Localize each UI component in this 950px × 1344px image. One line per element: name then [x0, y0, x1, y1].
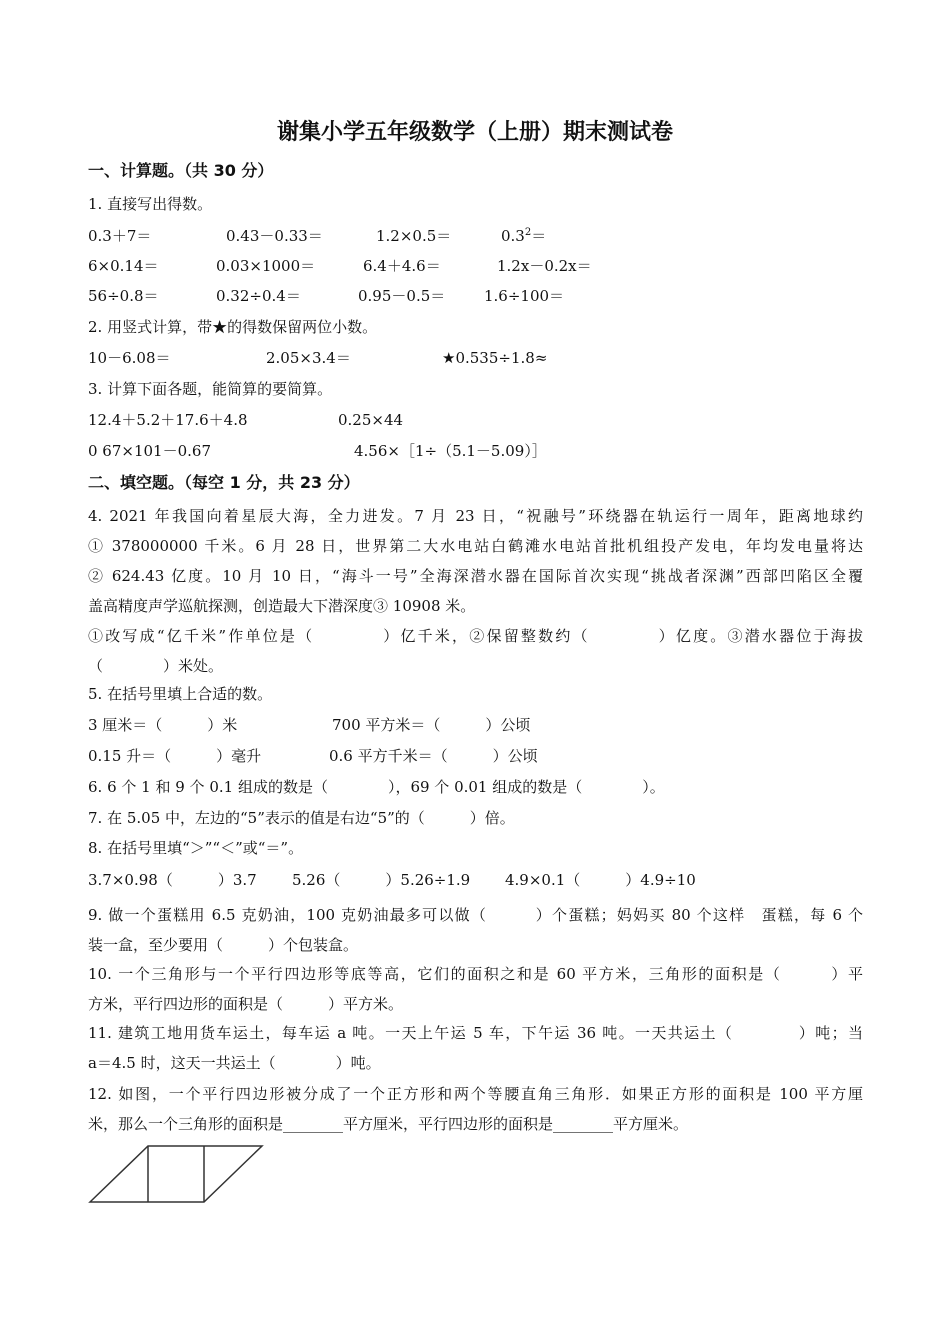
q3-item-2: 0.25×44 [338, 411, 404, 429]
q4-line-3: ② 624.43 亿度。10 月 10 日，“海斗一号”全海深潜水器在国际首次实现“挑战者深渊”西部凹陷区全覆 [88, 567, 863, 585]
q3-item-4: 4.56×［1÷（5.1－5.09）］ [354, 442, 547, 460]
parallelogram-outline [90, 1146, 262, 1202]
q8-item-3: 4.9×0.1（ ）4.9÷10 [505, 871, 696, 889]
q1-r1-c2: 0.43－0.33＝ [226, 227, 323, 245]
q3-item-3: 0 67×101－0.67 [88, 442, 211, 460]
q11-line-1: 11. 建筑工地用货车运土，每车运 a 吨。一天上午运 5 车，下午运 36 吨。一天共运土（ ）吨；当 [88, 1024, 863, 1042]
q2-item-2: 2.05×3.4＝ [266, 349, 351, 367]
q1-r3-c2: 0.32÷0.4＝ [216, 287, 301, 305]
q4-line-2: ① 378000000 千米。6 月 28 日，世界第二大水电站白鹤滩水电站首批机组投产发电，年均发电量将达 [88, 537, 863, 555]
q4-line-1: 4. 2021 年我国向着星辰大海，全力进发。7 月 23 日，“祝融号”环绕器在轨运行一周年，距离地球约 [88, 507, 863, 525]
q4-line-5: ①改写成“亿千米”作单位是（ ）亿千米，②保留整数约（ ）亿度。③潜水器位于海拔 [88, 627, 863, 645]
q1-r1-c3: 1.2×0.5＝ [376, 227, 452, 245]
page-title: 谢集小学五年级数学（上册）期末测试卷 [276, 120, 673, 145]
q4-line-6: （ ）米处。 [88, 657, 224, 675]
q5-item-2: 700 平方米＝（ ）公顷 [332, 716, 531, 734]
q1-r2-c2: 0.03×1000＝ [216, 257, 316, 275]
q12-line-1: 12. 如图，一个平行四边形被分成了一个正方形和两个等腰直角三角形．如果正方形的面积是 100 平方厘 [88, 1085, 863, 1103]
q2-item-1: 10－6.08＝ [88, 349, 171, 367]
q2-item-3: ★0.535÷1.8≈ [442, 349, 548, 367]
q4-line-4: 盖高精度声学巡航探测，创造最大下潜深度③ 10908 米。 [88, 597, 476, 615]
q8-item-2: 5.26（ ）5.26÷1.9 [292, 871, 471, 889]
q9-line-2: 装一盒，至少要用（ ）个包装盒。 [88, 936, 359, 954]
q3-label: 3. 计算下面各题，能简算的要简算。 [88, 380, 333, 398]
q1-r3-c4: 1.6÷100＝ [484, 287, 565, 305]
q8-label: 8. 在括号里填“＞”“＜”或“＝”。 [88, 839, 304, 857]
q1-exponent: 2 [524, 227, 532, 238]
q1-r2-c1: 6×0.14＝ [88, 257, 159, 275]
q1-r2-c3: 6.4＋4.6＝ [363, 257, 441, 275]
q1-r3-c1: 56÷0.8＝ [88, 287, 159, 305]
q9-line-1: 9. 做一个蛋糕用 6.5 克奶油，100 克奶油最多可以做（ ）个蛋糕；妈妈买 80 个这样 蛋糕，每 6 个 [88, 906, 863, 924]
q2-label: 2. 用竖式计算，带★的得数保留两位小数。 [88, 318, 378, 336]
q1-r2-c4: 1.2x－0.2x＝ [497, 257, 592, 275]
q6-text: 6. 6 个 1 和 9 个 0.1 组成的数是（ ），69 个 0.01 组成的数是（ ）。 [88, 778, 665, 796]
q1-r1-c4 [501, 226, 546, 246]
q5-item-1: 3 厘米＝（ ）米 [88, 716, 238, 734]
q5-item-3: 0.15 升＝（ ）毫升 [88, 747, 262, 765]
section1-heading: 一、计算题。（共 30 分） [88, 161, 274, 180]
q5-item-4: 0.6 平方千米＝（ ）公顷 [329, 747, 538, 765]
q10-line-1: 10. 一个三角形与一个平行四边形等底等高，它们的面积之和是 60 平方米，三角形的面积是（ ）平 [88, 965, 863, 983]
q5-label: 5. 在括号里填上合适的数。 [88, 685, 273, 703]
section2-heading: 二、填空题。（每空 1 分，共 23 分） [88, 473, 360, 492]
q1-r1-c1: 0.3＋7＝ [88, 227, 152, 245]
q1-r3-c3: 0.95－0.5＝ [358, 287, 446, 305]
q3-item-1: 12.4＋5.2＋17.6＋4.8 [88, 411, 248, 429]
q10-line-2: 方米，平行四边形的面积是（ ）平方米。 [88, 995, 404, 1013]
q11-line-2: a＝4.5 时，这天一共运土（ ）吨。 [88, 1054, 381, 1072]
q1-label: 1. 直接写出得数。 [88, 195, 213, 213]
q12-line-2: 米，那么一个三角形的面积是________平方厘米，平行四边形的面积是________平方厘米。 [88, 1115, 689, 1133]
q7-text: 7. 在 5.05 中，左边的“5”表示的值是右边“5”的（ ）倍。 [88, 809, 515, 827]
q1-base: 0.3 [501, 227, 525, 245]
q1-equals: ＝ [531, 227, 547, 245]
q8-item-1: 3.7×0.98（ ）3.7 [88, 871, 257, 889]
parallelogram-diagram [86, 1142, 266, 1206]
